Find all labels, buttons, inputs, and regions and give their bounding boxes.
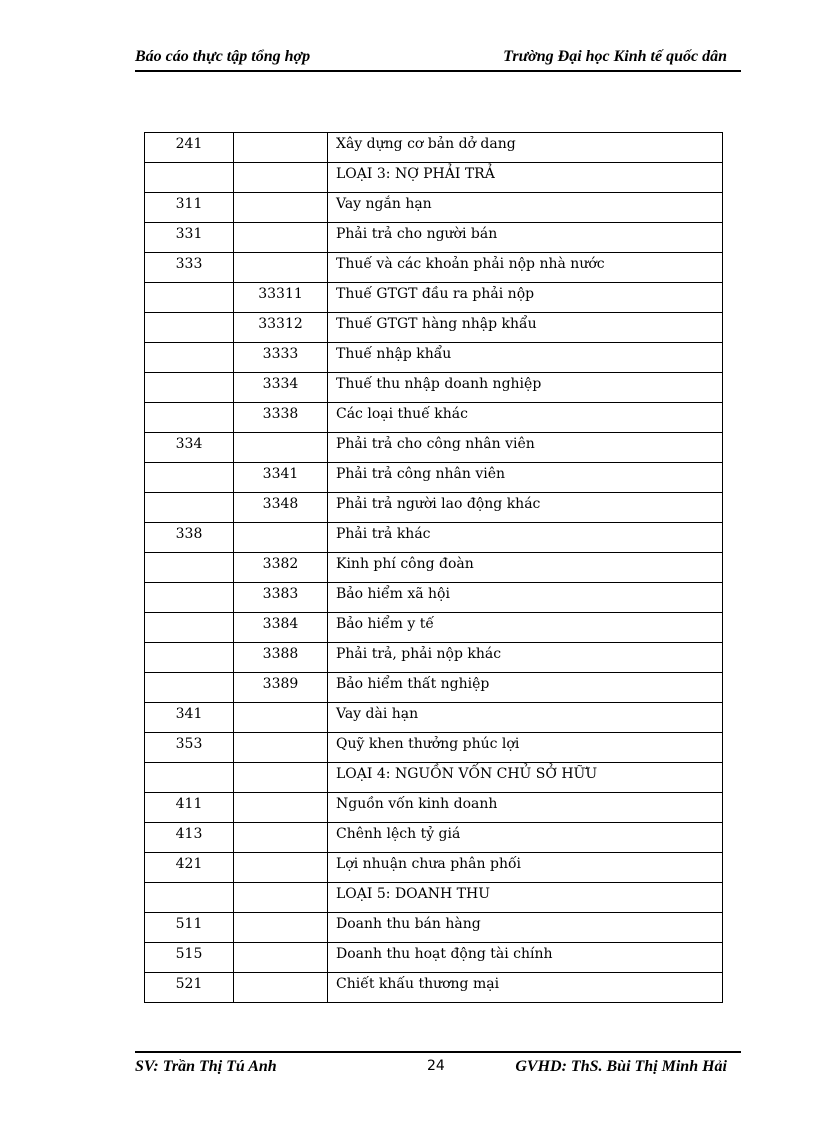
account-name-cell: Xây dựng cơ bản dở dang [328,133,723,163]
table-row [145,823,723,853]
account-name-cell: Thuế GTGT đầu ra phải nộp [328,283,723,313]
account-name-cell: Bảo hiểm y tế [328,613,723,643]
sub-account-cell [234,223,328,253]
account-code-cell [145,553,234,583]
account-name-cell: Bảo hiểm xã hội [328,583,723,613]
account-name-cell: Phải trả khác [328,523,723,553]
sub-account-cell [234,823,328,853]
account-code-cell [145,583,234,613]
account-name-cell: LOẠI 5: DOANH THU [328,883,723,913]
sub-account-cell [234,733,328,763]
account-code-cell: 353 [145,733,234,763]
table-row [145,583,723,613]
sub-account-cell: 3348 [234,493,328,523]
sub-account-cell: 33312 [234,313,328,343]
table-row [145,643,723,673]
account-code-cell: 421 [145,853,234,883]
sub-account-cell: 3334 [234,373,328,403]
table-row [145,703,723,733]
account-name-cell: Chiết khấu thương mại [328,973,723,1003]
sub-account-cell [234,163,328,193]
account-code-cell [145,643,234,673]
account-code-cell: 241 [145,133,234,163]
table-row [145,763,723,793]
account-name-cell: Thuế thu nhập doanh nghiệp [328,373,723,403]
account-name-cell: Kinh phí công đoàn [328,553,723,583]
account-name-cell: Thuế và các khoản phải nộp nhà nước [328,253,723,283]
account-code-cell [145,463,234,493]
table-row [145,943,723,973]
account-name-cell: Vay dài hạn [328,703,723,733]
account-code-cell [145,283,234,313]
table-row [145,373,723,403]
sub-account-cell: 33311 [234,283,328,313]
table-row [145,613,723,643]
sub-account-cell [234,943,328,973]
sub-account-cell [234,793,328,823]
table-row [145,133,723,163]
sub-account-cell: 3333 [234,343,328,373]
sub-account-cell [234,973,328,1003]
account-code-cell: 521 [145,973,234,1003]
account-name-cell: Phải trả, phải nộp khác [328,643,723,673]
account-code-cell: 341 [145,703,234,733]
account-name-cell: Quỹ khen thưởng phúc lợi [328,733,723,763]
table-row [145,913,723,943]
account-name-cell: Phải trả cho người bán [328,223,723,253]
table-row [145,313,723,343]
account-code-cell [145,343,234,373]
sub-account-cell [234,763,328,793]
sub-account-cell: 3383 [234,583,328,613]
table-row [145,853,723,883]
account-name-cell: Vay ngắn hạn [328,193,723,223]
account-code-cell: 413 [145,823,234,853]
table-row [145,673,723,703]
page-header [135,48,741,72]
account-name-cell: Bảo hiểm thất nghiệp [328,673,723,703]
sub-account-cell: 3341 [234,463,328,493]
account-code-cell [145,403,234,433]
table-row [145,223,723,253]
table-row [145,433,723,463]
account-code-cell [145,493,234,523]
account-code-cell: 515 [145,943,234,973]
account-code-cell: 511 [145,913,234,943]
table-row [145,523,723,553]
account-code-cell [145,613,234,643]
sub-account-cell: 3338 [234,403,328,433]
account-code-cell [145,883,234,913]
account-table [144,132,723,1003]
account-code-cell: 331 [145,223,234,253]
account-name-cell: Nguồn vốn kinh doanh [328,793,723,823]
account-name-cell: Doanh thu hoạt động tài chính [328,943,723,973]
account-table-body [145,133,723,1003]
account-name-cell: Chênh lệch tỷ giá [328,823,723,853]
sub-account-cell [234,913,328,943]
sub-account-cell: 3384 [234,613,328,643]
account-name-cell: Phải trả người lao động khác [328,493,723,523]
table-row [145,403,723,433]
table-row [145,253,723,283]
table-row [145,733,723,763]
sub-account-cell [234,433,328,463]
account-code-cell [145,673,234,703]
table-row [145,163,723,193]
sub-account-cell: 3389 [234,673,328,703]
header-university: Trường Đại học Kinh tế quốc dân [503,48,727,65]
table-row [145,793,723,823]
account-name-cell: Lợi nhuận chưa phân phối [328,853,723,883]
header-report-title: Báo cáo thực tập tổng hợp [135,48,311,65]
account-code-cell: 311 [145,193,234,223]
table-row [145,973,723,1003]
sub-account-cell [234,193,328,223]
page-number: 24 [427,1058,445,1074]
table-row [145,193,723,223]
account-code-cell: 334 [145,433,234,463]
sub-account-cell [234,523,328,553]
account-name-cell: Phải trả công nhân viên [328,463,723,493]
table-row [145,343,723,373]
table-row [145,883,723,913]
account-name-cell: Các loại thuế khác [328,403,723,433]
sub-account-cell [234,703,328,733]
account-name-cell: LOẠI 4: NGUỒN VỐN CHỦ SỞ HỮU [328,763,723,793]
account-name-cell: LOẠI 3: NỢ PHẢI TRẢ [328,163,723,193]
sub-account-cell: 3382 [234,553,328,583]
account-code-cell: 411 [145,793,234,823]
account-code-cell [145,313,234,343]
table-row [145,283,723,313]
sub-account-cell [234,133,328,163]
table-row [145,463,723,493]
account-name-cell: Thuế nhập khẩu [328,343,723,373]
table-row [145,553,723,583]
sub-account-cell [234,253,328,283]
account-name-cell: Thuế GTGT hàng nhập khẩu [328,313,723,343]
page-footer [135,1051,741,1077]
footer-supervisor: GVHD: ThS. Bùi Thị Minh Hải [515,1058,727,1075]
sub-account-cell: 3388 [234,643,328,673]
account-code-cell [145,163,234,193]
account-code-cell: 333 [145,253,234,283]
sub-account-cell [234,853,328,883]
footer-student: SV: Trần Thị Tú Anh [135,1058,277,1075]
account-code-cell: 338 [145,523,234,553]
account-name-cell: Doanh thu bán hàng [328,913,723,943]
sub-account-cell [234,883,328,913]
account-code-cell [145,373,234,403]
account-name-cell: Phải trả cho công nhân viên [328,433,723,463]
table-row [145,493,723,523]
account-code-cell [145,763,234,793]
